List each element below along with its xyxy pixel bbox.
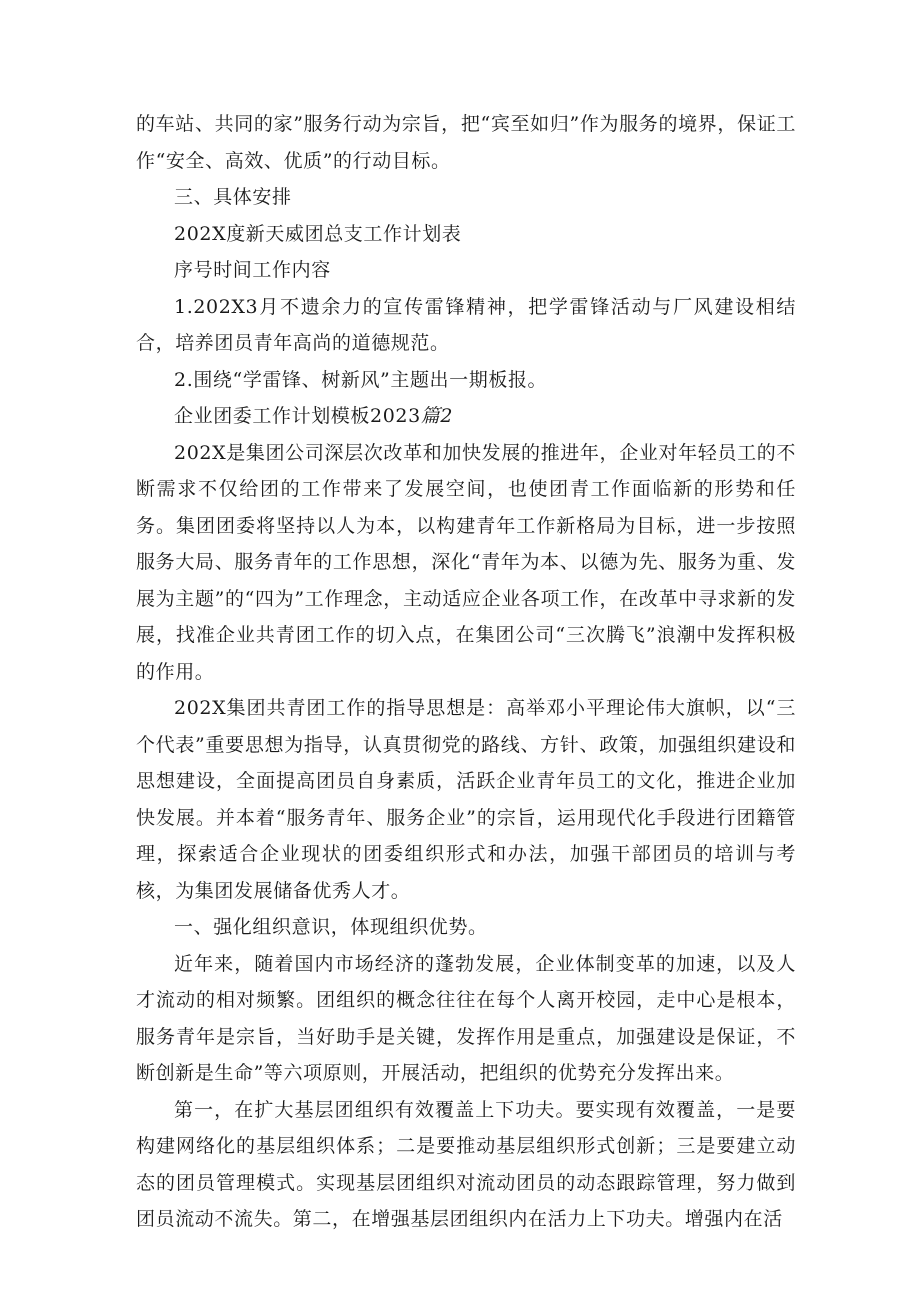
article-2-title-tail: 篇2: [420, 405, 454, 427]
section-three-heading: 三、具体安排: [174, 186, 292, 208]
document-page: [136, 106, 796, 1238]
table-title: 202X度新天威团总支工作计划表: [174, 222, 462, 245]
article-2-title: [136, 398, 796, 435]
article-2-title-main: 企业团委工作计划模板2023: [174, 405, 421, 427]
plan-item-1: 1.202X3月不遗余力的宣传雷锋精神，把学雷锋活动与厂风建设相结合，培养团员青年高尚的道德规范。: [136, 295, 796, 354]
paragraph-continuation: 的车站、共同的家”服务行动为宗旨，把“宾至如归”作为服务的境界，保证工作“安全、高效、优质”的行动目标。: [136, 113, 796, 172]
section-one-heading: 一、强化组织意识，体现组织优势。: [174, 916, 488, 938]
plan-item-2: 2.围绕“学雷锋、树新风”主题出一期板报。: [174, 368, 548, 391]
paragraph-recent-years: 近年来，随着国内市场经济的蓬勃发展，企业体制变革的加速，以及人才流动的相对频繁。团组织的概念往往在每个人离开校园，走中心是根本，服务青年是宗旨，当好助手是关键，发挥作用是重点，加强建设是保证，不断创新是生命”等六项原则，开展活动，把组织的优势充分发挥出来。: [136, 952, 796, 1084]
table-header: 序号时间工作内容: [174, 259, 331, 281]
paragraph-first-measure: 第一，在扩大基层团组织有效覆盖上下功夫。要实现有效覆盖，一是要构建网络化的基层组织体系；二是要推动基层组织形式创新；三是要建立动态的团员管理模式。实现基层团组织对流动团员的动态跟踪管理，努力做到团员流动不流失。第二，在增强基层团组织内在活力上下功夫。增强内在活: [136, 1098, 796, 1230]
paragraph-guiding-ideology: 202X集团共青团工作的指导思想是：高举邓小平理论伟大旗帜，以“三个代表”重要思想为指导，认真贯彻党的路线、方针、政策，加强组织建设和思想建设，全面提高团员自身素质，活跃企业青年员工的文化，推进企业加快发展。并本着“服务青年、服务企业”的宗旨，运用现代化手段进行团籍管理，探索适合企业现状的团委组织形式和办法，加强干部团员的培训与考核，为集团发展储备优秀人才。: [136, 697, 796, 902]
paragraph-intro: 202X是集团公司深层次改革和加快发展的推进年，企业对年轻员工的不断需求不仅给团的工作带来了发展空间，也使团青工作面临新的形势和任务。集团团委将坚持以人为本，以构建青年工作新格局为目标，进一步按照服务大局、服务青年的工作思想，深化“青年为本、以德为先、服务为重、发展为主题”的“四为”工作理念，主动适应企业各项工作，在改革中寻求新的发展，找准企业共青团工作的切入点，在集团公司“三次腾飞”浪潮中发挥积极的作用。: [136, 441, 796, 683]
